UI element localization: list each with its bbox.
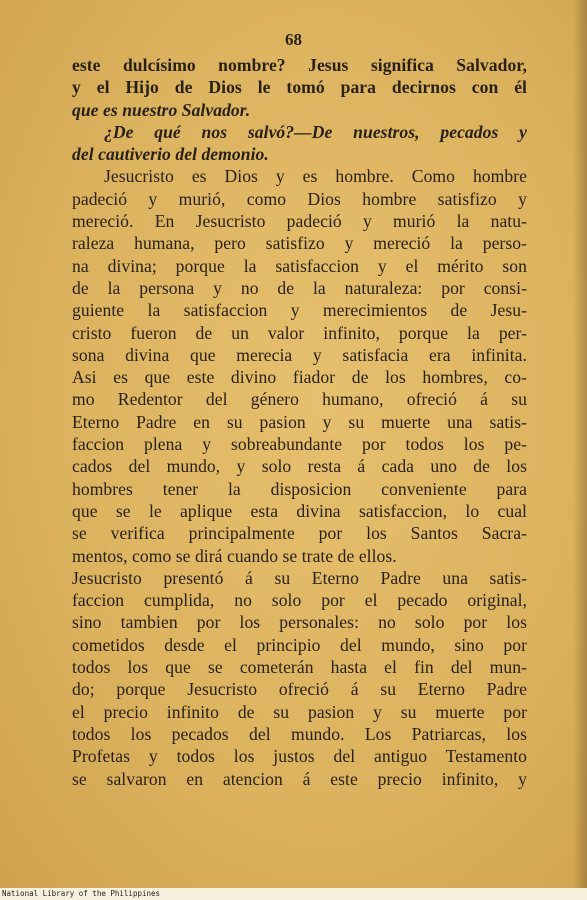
text-line: el precio infinito de su pasion y su muerte por	[72, 701, 527, 722]
body-text	[72, 54, 527, 790]
text-line: Jesucristo presentó á su Eterno Padre una satis-	[72, 567, 527, 588]
text-line: padeció y murió, como Dios hombre satisfizo y	[72, 188, 527, 209]
page-edge-shadow	[573, 0, 587, 888]
text-line: se salvaron en atencion á este precio infinito, y	[72, 768, 527, 789]
text-line: faccion plena y sobreabundante por todos los pe-	[72, 434, 527, 455]
text-line: cristo fueron de un valor infinito, porque la per-	[72, 322, 527, 343]
text-line: Jesucristo es Dios y es hombre. Como hombre	[104, 166, 527, 187]
text-line: sona divina que merecia y satisfacia era infinita.	[72, 344, 527, 365]
text-line: cometidos desde el principio del mundo, sino por	[72, 634, 527, 655]
text-line: del cautiverio del demonio.	[72, 144, 269, 165]
text-line: guiente la satisfaccion y merecimientos de Jesu-	[72, 300, 527, 321]
text-line: sino tambien por los personales: no solo por los	[72, 612, 527, 633]
text-line: este dulcísimo nombre? Jesus significa Salvador,	[72, 55, 527, 75]
text-line: y el Hijo de Dios le tomó para decirnos con él	[72, 77, 527, 98]
text-line: faccion cumplida, no solo por el pecado original,	[72, 590, 527, 611]
text-line: que es nuestro Salvador.	[72, 99, 251, 120]
text-line: Profetas y todos los justos del antiguo Testamento	[72, 746, 527, 767]
page-number: 68	[285, 30, 302, 49]
text-line: Eterno Padre en su pasion y su muerte una satis-	[72, 411, 527, 432]
text-line: na divina; porque la satisfaccion y el mérito son	[72, 255, 527, 276]
text-line: hombres tener la disposicion conveniente para	[72, 478, 527, 499]
text-line: se verifica principalmente por los Santos Sacra-	[72, 523, 527, 544]
text-line: cados del mundo, y solo resta á cada uno de los	[72, 456, 527, 477]
text-line: todos los que se cometerán hasta el fin del mun-	[72, 657, 527, 678]
text-line: do; porque Jesucristo ofreció á su Eterno Padre	[72, 679, 527, 700]
text-line: Asi es que este divino fiador de los hombres, co-	[72, 367, 527, 388]
text-line: de la persona y no de la naturaleza: por consi-	[72, 277, 527, 298]
text-line: ¿De qué nos salvó?—De nuestros, pecados y	[104, 121, 527, 142]
library-footer: National Library of the Philippines	[2, 889, 161, 898]
text-line: mentos, como se dirá cuando se trate de ellos.	[72, 545, 397, 566]
text-line: mereció. En Jesucristo padeció y murió la natu-	[72, 211, 527, 232]
text-line: todos los pecados del mundo. Los Patriarcas, los	[72, 723, 527, 744]
text-line: raleza humana, pero satisfizo y mereció la perso-	[72, 233, 527, 254]
text-line: mo Redentor del género humano, ofreció á su	[72, 389, 527, 410]
text-line: que se le aplique esta divina satisfaccion, lo cual	[72, 500, 527, 521]
